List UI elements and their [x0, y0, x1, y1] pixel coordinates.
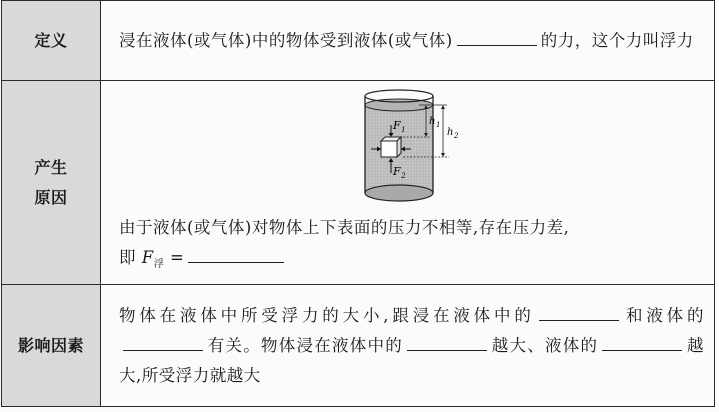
factors-label: 影响因素 [2, 285, 101, 407]
formula-subscript: 浮 [153, 259, 165, 270]
answer-blank-force-direction[interactable] [457, 26, 537, 46]
definition-text-after: 的力，这个力叫浮力 [540, 30, 694, 50]
cause-row [2, 81, 715, 285]
cause-label-line2: 原因 [34, 187, 68, 207]
depth-h2-label: $h_2$ [447, 127, 459, 140]
force-bottom-label: $F_2$ [393, 165, 407, 180]
answer-blank-factor-4[interactable] [602, 331, 682, 351]
depth-h2-arrow-down [441, 153, 445, 157]
answer-blank-buoyant-force[interactable] [188, 243, 284, 263]
depth-h1-label: $h_1$ [429, 116, 441, 129]
cause-label-line1: 产生 [34, 157, 68, 177]
cause-text [101, 209, 714, 280]
cube-front [381, 141, 397, 157]
factors-seg1: 物体在液体中所受浮力的大小,跟浸在液体中的 [119, 305, 535, 325]
figure-area [101, 85, 714, 209]
answer-blank-factor-3[interactable] [407, 331, 487, 351]
definition-cell [101, 1, 715, 81]
factors-seg2: 和液体的 [622, 305, 705, 325]
definition-label: 定义 [2, 1, 101, 81]
container-bottom [365, 185, 433, 201]
depth-h2-arrow-up [441, 105, 445, 109]
cause-cell [101, 81, 715, 285]
answer-blank-factor-1[interactable] [539, 301, 619, 321]
force-top-label: $F_1$ [393, 119, 407, 134]
definition-text-before: 浸在液体(或气体)中的物体受到液体(或气体) [119, 30, 453, 50]
factors-seg5: 越大,所受浮力就越大 [119, 335, 704, 385]
answer-blank-factor-2[interactable] [123, 331, 203, 351]
formula-prefix: 即 [119, 248, 136, 267]
submerged-cube-diagram [353, 89, 503, 211]
factors-seg4: 越大、液体的 [491, 335, 599, 355]
cube-side [397, 137, 401, 157]
factors-cell [101, 285, 715, 407]
formula-equals: = [169, 248, 185, 267]
cause-explanation: 由于液体(或气体)对物体上下表面的压力不相等,存在压力差, [119, 218, 570, 237]
factors-text [101, 295, 714, 397]
definition-row [2, 1, 715, 81]
cause-label [2, 81, 101, 285]
definition-text [101, 20, 714, 62]
factors-row [2, 285, 715, 407]
formula-symbol: F [141, 248, 154, 267]
factors-seg3: 有关。物体浸在液体中的 [207, 335, 403, 355]
buoyancy-table [1, 0, 715, 407]
